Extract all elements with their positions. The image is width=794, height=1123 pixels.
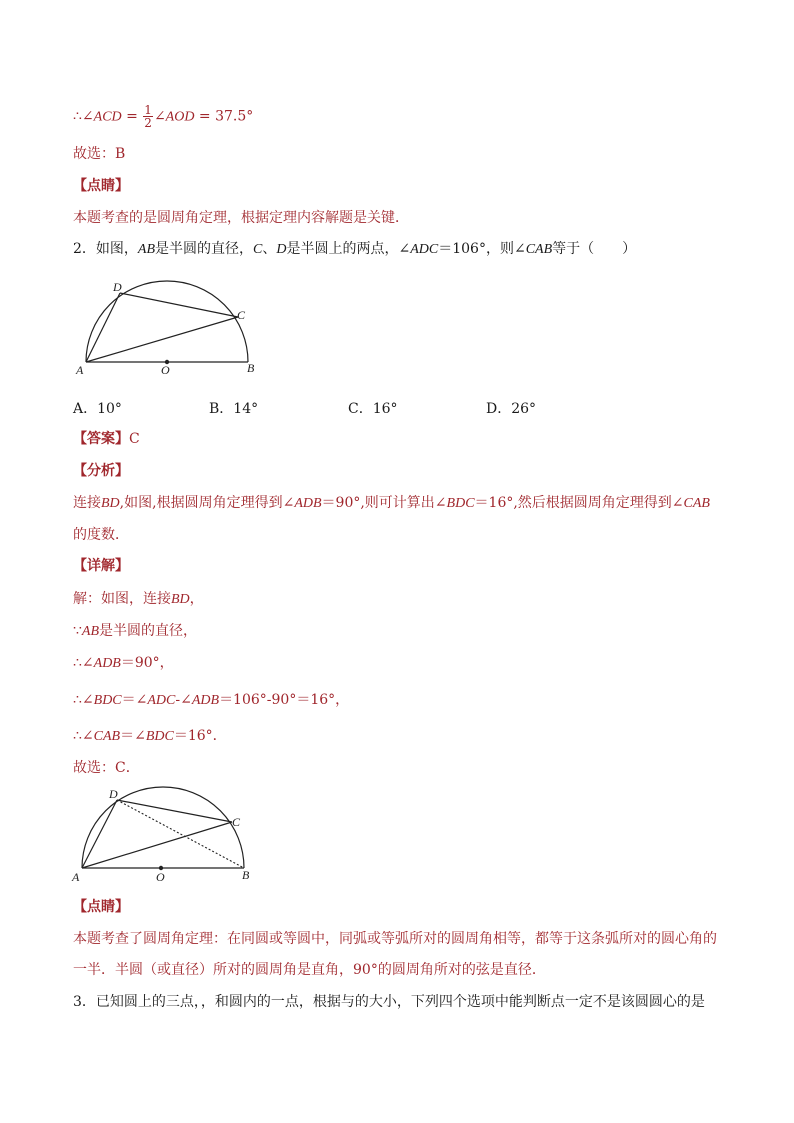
label-d: D (109, 787, 118, 801)
semicircle-figure-1 (70, 276, 270, 380)
label-a: A (76, 363, 84, 377)
answer-value: C (129, 431, 140, 447)
analysis-text: 连接BD,如图,根据圆周角定理得到∠ADB＝90°,则可计算出∠BDC＝16°,然后根据圆周角定理得到∠CAB (73, 495, 710, 511)
option-c[interactable]: C．16° (348, 401, 398, 417)
prev-comment-heading: 【点睛】 (73, 178, 129, 194)
chord-ad (82, 800, 117, 868)
chord-ac (86, 317, 238, 362)
chord-ad (86, 293, 120, 362)
label-o: O (161, 363, 170, 377)
label-o: O (156, 870, 165, 884)
analysis-text-line2: 的度数． (73, 527, 129, 543)
label-b: B (242, 868, 250, 882)
chord-dc (120, 293, 238, 317)
detail-step-1: 解：如图，连接BD， (73, 591, 204, 607)
prev-choose: 故选：B (73, 146, 126, 162)
option-a[interactable]: A．10° (73, 401, 122, 417)
detail-step-3: ∴∠ADB＝90°， (73, 655, 174, 671)
therefore-symbol: ∴ (73, 108, 82, 125)
question-3-stem: 3．已知圆上的三点，，和圆内的一点，根据与的大小，下列四个选项中能判断点一定不是该圆圆心的是 (73, 994, 705, 1010)
detail-choose: 故选：C． (73, 760, 140, 776)
question-2-stem: 2．如图，AB是半圆的直径，C、D是半圆上的两点，∠ADC＝106°，则∠CAB等于（ ） (73, 241, 637, 257)
analysis-heading: 【分析】 (73, 463, 129, 479)
fraction-one-half: $\frac{1}{2}$ (144, 103, 152, 130)
option-b[interactable]: B．14° (209, 401, 259, 417)
label-d: D (113, 280, 122, 294)
detail-step-5: ∴∠CAB＝∠BDC＝16°． (73, 728, 227, 744)
semicircle-figure-2 (66, 784, 266, 888)
prev-solution-equation: ∴∠ACD = $\frac{1}{2}$ ∠AOD = 37.5° (73, 103, 254, 130)
detail-step-2: ∵AB是半圆的直径， (73, 623, 198, 639)
prev-comment-text: 本题考查的是圆周角定理，根据定理内容解题是关键． (73, 210, 409, 226)
comment-line-2: 一半．半圆（或直径）所对的圆周角是直角，90°的圆周角所对的弦是直径． (73, 962, 546, 978)
label-b: B (247, 361, 255, 375)
semicircle-arc (82, 787, 244, 868)
answer-line (73, 429, 140, 449)
chord-dc (117, 800, 232, 822)
comment-heading: 【点睛】 (73, 899, 129, 915)
label-c: C (232, 815, 241, 829)
detail-heading: 【详解】 (73, 558, 129, 574)
option-d[interactable]: D．26° (486, 401, 537, 417)
chord-bd-dashed (117, 800, 244, 868)
detail-step-4: ∴∠BDC＝∠ADC-∠ADB＝106°-90°＝16°， (73, 692, 350, 708)
answer-heading: 【答案】 (73, 431, 129, 447)
comment-line-1: 本题考查了圆周角定理：在同圆或等圆中，同弧或等弧所对的圆周角相等，都等于这条弧所对的圆心角的 (73, 931, 717, 947)
label-c: C (237, 308, 246, 322)
chord-ac (82, 822, 232, 868)
label-a: A (72, 870, 80, 884)
